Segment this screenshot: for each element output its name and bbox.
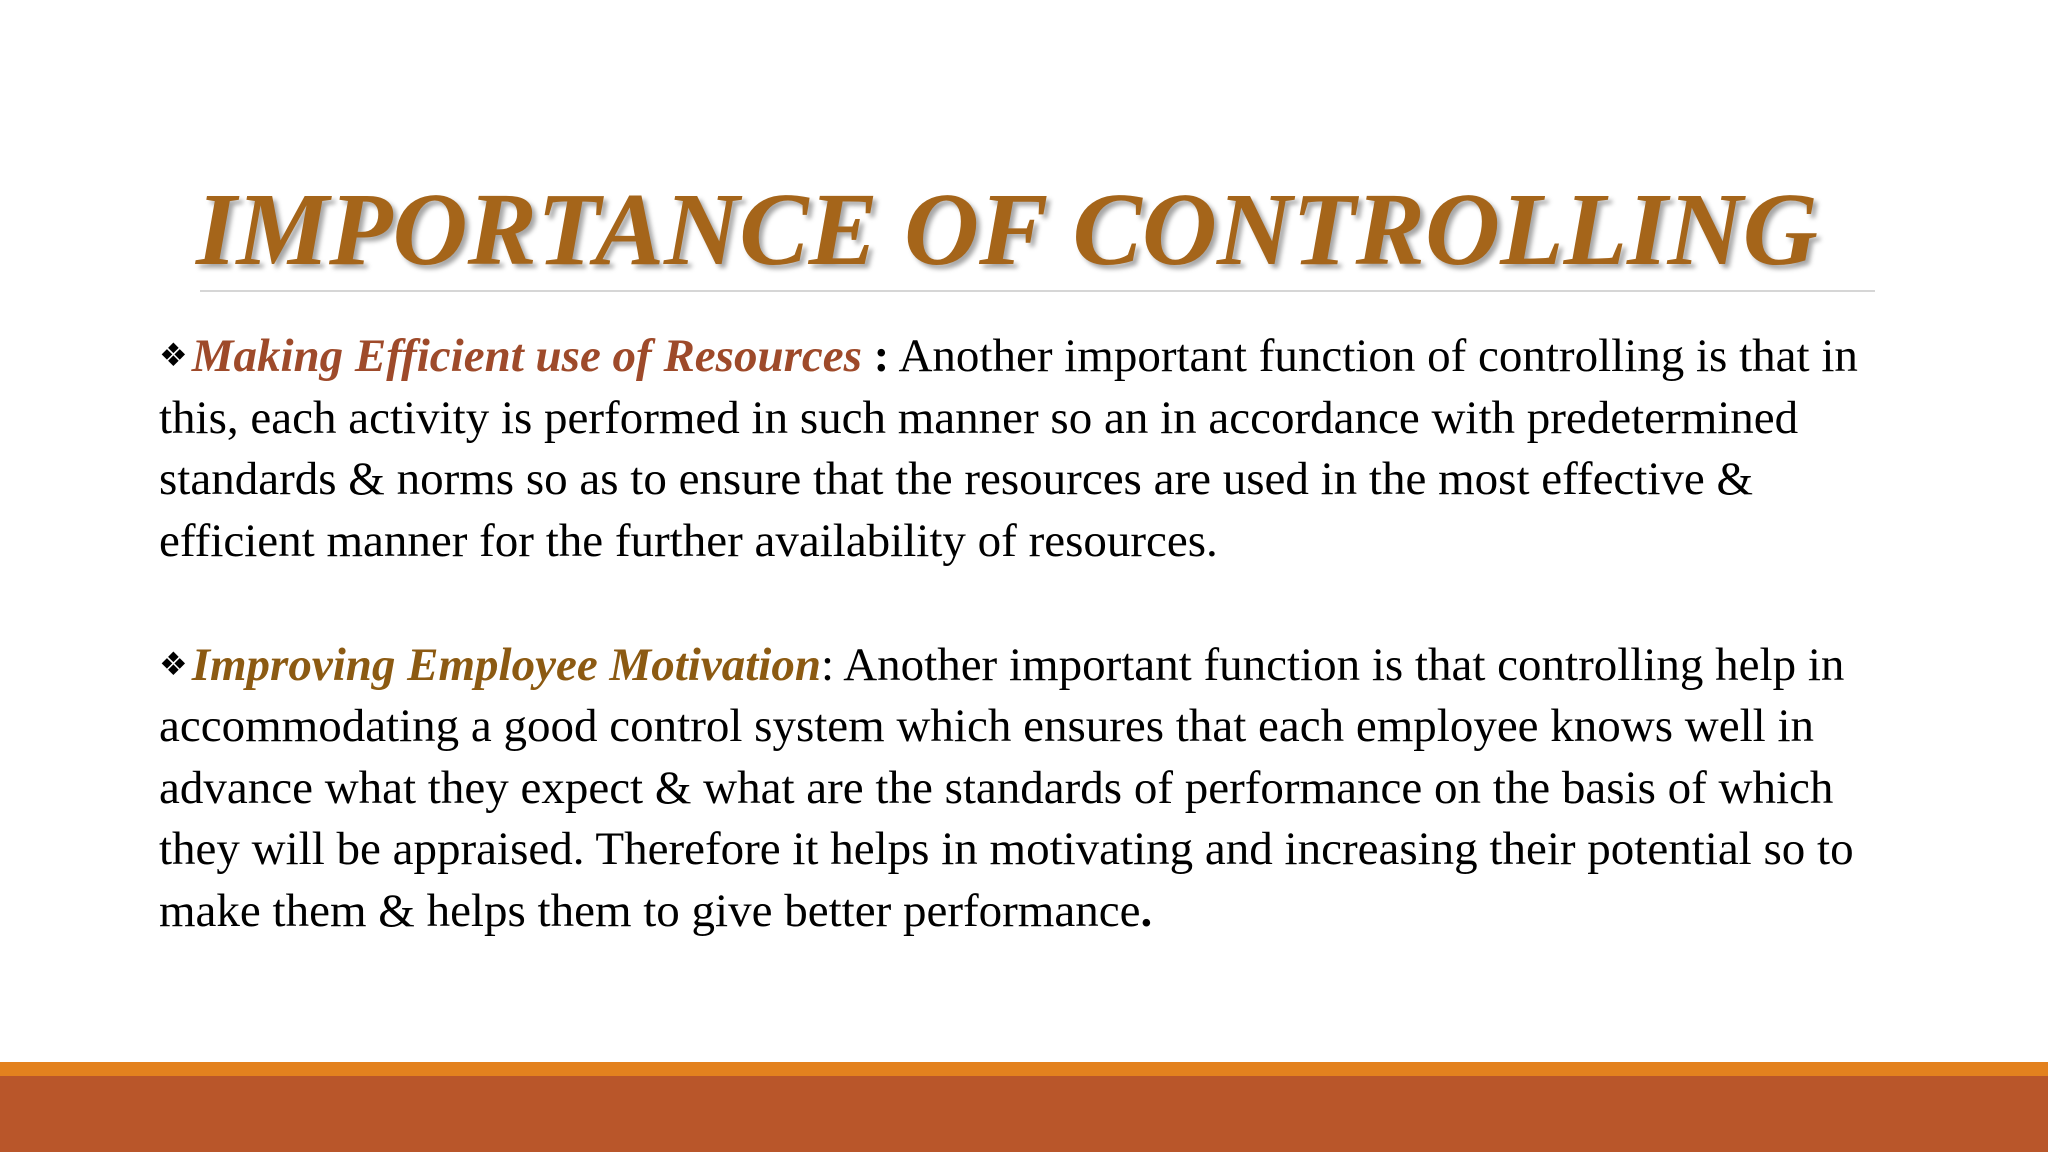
- bullet-heading-motivation: Improving Employee Motivation: [191, 638, 821, 691]
- bullet-separator: :: [861, 330, 890, 382]
- slide-content: [159, 325, 1919, 942]
- footer-bar: [0, 1076, 2048, 1152]
- bullet-body-motivation: Another important function is that controlling help in accommodating a good control system which ensures that each employee knows well in advance what they expect & what are the standards of performance on the basis of which they will be appraised. Therefore it helps in motivating and increasing their potential so to make them & helps them to give better performance: [159, 638, 1854, 937]
- bullet-item-motivation: [159, 634, 1919, 943]
- bullet-item-resources: [159, 325, 1919, 572]
- footer-accent-stripe: [0, 1062, 2048, 1076]
- bullet-trailing-period: .: [1140, 884, 1153, 937]
- slide-title: IMPORTANCE OF CONTROLLING: [196, 172, 1818, 287]
- bullet-heading-resources: Making Efficient use of Resources: [191, 330, 862, 382]
- title-divider: [200, 290, 1875, 292]
- bullet-separator: :: [820, 638, 835, 691]
- four-diamond-bullet-icon: ❖: [159, 337, 188, 373]
- bullet-body-resources: Another important function of controlling is that in this, each activity is performed in such manner so an in accordance with predetermined standards & norms so as to ensure that the resources are used in the most effective & efficient manner for the further availability of resources.: [159, 330, 1858, 567]
- four-diamond-bullet-icon: ❖: [159, 645, 188, 682]
